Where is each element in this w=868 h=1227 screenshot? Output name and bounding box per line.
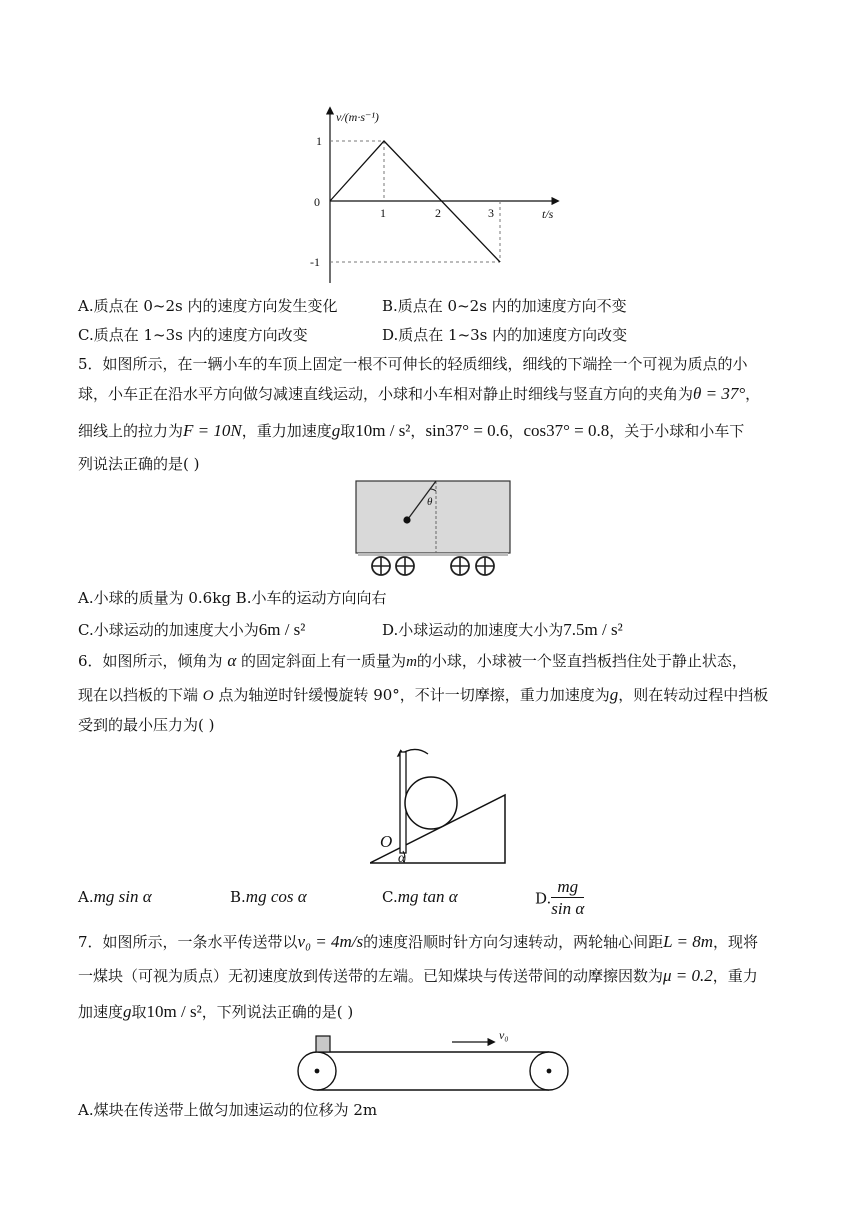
q5-option-d[interactable]: D.小球运动的加速度大小为7.5m / s² <box>382 620 623 639</box>
q7-stem-line1: 7．如图所示，一条水平传送带以v₀ = 4m/s的速度沿顺时针方向匀速转动，两轮轴心间距L = 8m，现将 <box>78 932 759 951</box>
q5-stem-line3: 细线上的拉力为F = 10N，重力加速度g取10m / s²，sin37° = 0.6，cos37° = 0.8，关于小球和小车下 <box>78 421 745 440</box>
q7-option-a[interactable]: A.煤块在传送带上做匀加速运动的位移为 2m <box>78 1101 378 1119</box>
wheel-3 <box>451 557 469 575</box>
angle-alpha-label: α <box>398 851 406 866</box>
gravity-value: 10m / s² <box>146 1002 202 1021</box>
q6-stem-line2: 现在以挡板的下端 O 点为轴逆时针缓慢旋转 90°，不计一切摩擦，重力加速度为g，则在转动过程中挡板 <box>78 685 769 704</box>
velocity-time-graph <box>300 100 570 290</box>
incline-diagram <box>370 742 515 867</box>
theta-label: θ <box>427 496 433 508</box>
sin-equation: sin37° = 0.6 <box>425 421 509 440</box>
coal-block <box>316 1036 330 1052</box>
gravity-value: 10m / s² <box>355 421 411 440</box>
wheel-1 <box>372 557 390 575</box>
y-axis-label: v/(m·s⁻¹) <box>336 110 379 124</box>
wheel-2 <box>396 557 414 575</box>
cart-body <box>356 481 510 553</box>
v0-label: v₀ <box>499 1030 509 1042</box>
q4-option-b[interactable]: B.质点在 0~2s 内的加速度方向不变 <box>382 297 627 315</box>
right-pulley <box>530 1052 568 1090</box>
theta-equation: θ = 37° <box>693 384 746 403</box>
q7-stem-line3: 加速度g取10m / s²，下列说法正确的是( ) <box>78 1002 354 1021</box>
q6-option-c[interactable]: C.mg tan α <box>382 887 458 906</box>
q6-stem-line1: 6．如图所示，倾角为 α 的固定斜面上有一质量为m的小球，小球被一个竖直挡板挡住处于静止状态， <box>78 651 747 670</box>
y-tick-1: 1 <box>316 134 322 148</box>
force-equation: F = 10N <box>183 421 242 440</box>
pivot-o-label: O <box>380 832 393 851</box>
q4-option-a[interactable]: A.质点在 0~2s 内的速度方向发生变化 <box>78 297 338 315</box>
ball <box>403 516 410 523</box>
ball <box>405 777 457 829</box>
left-pulley <box>298 1052 336 1090</box>
fraction-mg-over-sin-alpha: $\frac{mg}{\text{sin α}}$ <box>551 877 585 918</box>
y-tick-neg1: -1 <box>310 255 320 269</box>
distance-equation: L = 8m <box>663 932 714 951</box>
x-tick-1: 1 <box>380 206 386 220</box>
cart-diagram <box>352 477 514 580</box>
q4-option-c[interactable]: C.质点在 1~3s 内的速度方向改变 <box>78 326 308 344</box>
mu-equation: μ = 0.2 <box>663 966 713 985</box>
q6-option-b[interactable]: B.mg cos α <box>230 887 307 906</box>
x-tick-3: 3 <box>488 206 494 220</box>
q4-option-d[interactable]: D.质点在 1~3s 内的加速度方向改变 <box>382 326 628 344</box>
alpha-symbol: α <box>227 651 237 670</box>
v0-equation: v₀ = 4m/s <box>297 932 364 951</box>
q6-option-a[interactable]: A.mg sin α <box>78 887 152 906</box>
q7-stem-line2: 一煤块（可视为质点）无初速度放到传送带的左端。已知煤块与传送带间的动摩擦因数为μ = 0.2，重力 <box>78 966 758 985</box>
q5-stem-line4: 列说法正确的是( ) <box>78 455 200 473</box>
conveyor-belt-diagram <box>296 1030 576 1094</box>
q6-option-d[interactable]: D. $\frac{mg}{\text{sin α}}$ <box>535 877 585 918</box>
y-tick-0: 0 <box>314 195 320 209</box>
q6-stem-line3: 受到的最小压力为( ) <box>78 716 215 734</box>
x-tick-2: 2 <box>435 206 441 220</box>
q5-stem-line2: 球，小车正在沿水平方向做匀减速直线运动，小球和小车相对静止时细线与竖直方向的夹角为θ = 37°， <box>78 384 761 403</box>
x-axis-label: t/s <box>542 207 554 221</box>
q5-options-ab[interactable]: A.小球的质量为 0.6kg B.小车的运动方向向右 <box>78 589 387 607</box>
q5-stem-line1: 5．如图所示，在一辆小车的车顶上固定一根不可伸长的轻质细线，细线的下端拴一个可视为质点的小 <box>78 355 748 373</box>
cos-equation: cos37° = 0.8 <box>523 421 610 440</box>
wheel-4 <box>476 557 494 575</box>
q5-option-c[interactable]: C.小球运动的加速度大小为6m / s² <box>78 620 306 639</box>
